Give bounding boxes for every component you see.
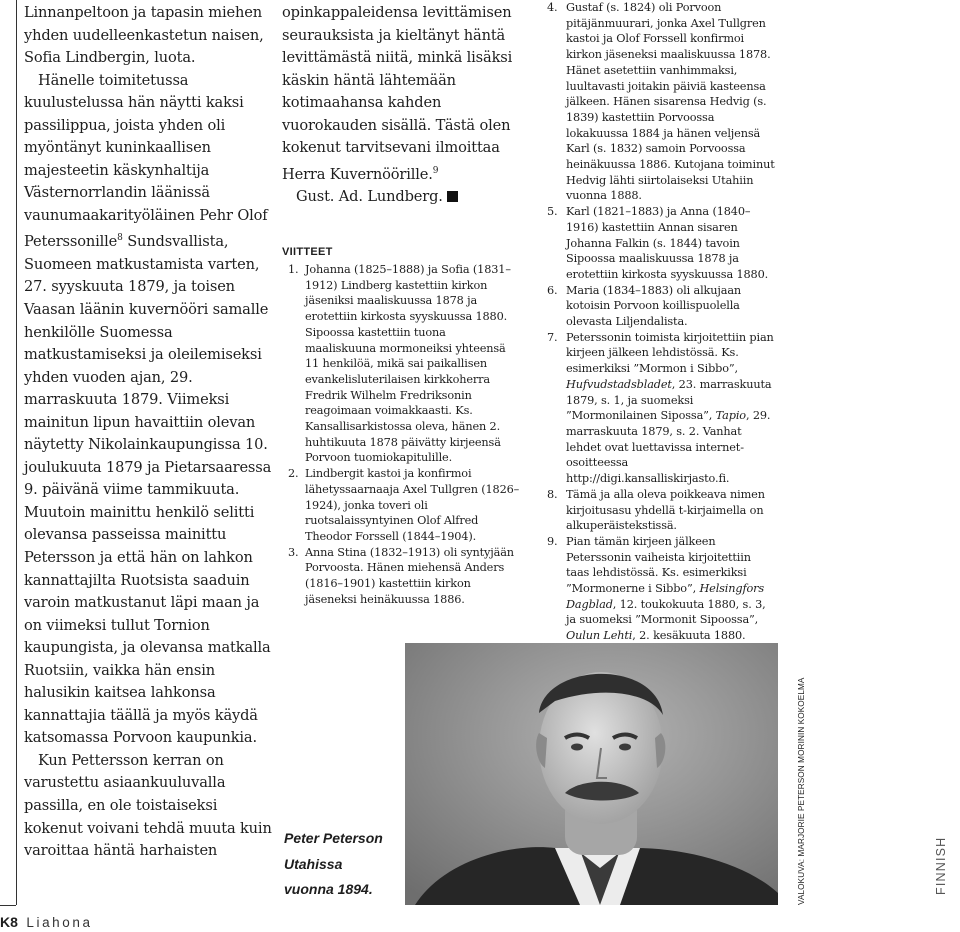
text: Sundsvallista, Suomeen matkustamista varten, 27. syyskuuta 1879, ja toisen Vaasan läänin kuvernööri samalle henkilölle Suomessa matkustamiseksi ja oleilemiseksi yhden vuoden ajan, 29. marraskuuta 1879. Viimeksi mainitun lipun havaittiin olevan näytetty Nikolainkaupungissa 10. joulukuuta 1879 ja Pietarsaaressa 9. päivänä viime tammikuuta. (24, 233, 272, 499)
footnote-text: Lindbergit kastoi ja konfirmoi lähetyssaarnaaja Axel Tullgren (1826–1924), jonka toveri oli ruotsalaissyntyinen Olof Alfred Theodor Forssell (1844–1904). (305, 467, 520, 543)
notes-column-b (543, 0, 775, 644)
footnote-number: 1. (288, 263, 299, 276)
text: Hänelle toimitetussa kuulustelussa hän näytti kaksi passilippua, joista yhden oli myöntänyt kuninkaallisen majesteetin käskynhaltija Västernorrlandin läänissä vaunumaakarityöläinen Pehr Olof Peterssonille (24, 71, 268, 251)
paragraph (282, 2, 526, 186)
footnote-number: 8. (547, 487, 558, 501)
left-margin-rule (16, 0, 17, 905)
notes-heading: VIITTEET (282, 246, 333, 258)
photo-caption (284, 826, 404, 903)
footnote-number: 7. (547, 330, 558, 344)
paragraph (24, 70, 274, 502)
paragraph: Linnanpeltoon ja tapasin miehen yhden uudelleenkastetun naisen, Sofia Lindbergin, luota. (24, 4, 264, 67)
footnote-text: Karl (1821–1883) ja Anna (1840–1916) kastettiin Annan sisaren Johanna Falkin (s. 1844) tavoin Sipoossa maaliskuussa 1878 ja erotettiin kirkosta syyskuussa 1880. (566, 205, 769, 281)
footnote-text: Gustaf (s. 1824) oli Porvoon pitäjänmuurari, jonka Axel Tullgren kastoi ja Olof Forssell konfirmoi kirkon jäseneksi maaliskuussa 1878. Hänet asetettiin vanhimmaksi, luultavasti joitakin päiviä kasteensa jälkeen. Hänen sisarensa Hedvig (s. 1839) kastettiin Porvoossa lokakuussa 1884 ja hänen veljensä Karl (s. 1832) samoin Porvoossa heinäkuussa 1886. Kutojana toiminut Hedvig lähti siirtolaiseksi Utahiin vuonna 1888. (566, 1, 775, 203)
footnote-item (543, 330, 775, 487)
paragraph: Kun Pettersson kerran on varustettu asiaankuuluvalla passilla, en ole toistaiseksi kokenut voivani tehdä muuta kuin varoittaa häntä harhaisten (24, 751, 272, 860)
footnote-ref: 9 (432, 165, 439, 176)
paragraph: Muutoin mainittu henkilö selitti olevansa passeissa mainittu Petersson ja että hän on lahkon kannattajilta Ruotsista saaduin varoin matkustanut läpi maan ja on viimeksi tullut Tornion kaupungista, ja olevansa matkalla Ruotsiin, vaikka hän ensin halusikin kaitsea lahkonsa kannattajia täällä ja myös käydä katsomassa Porvoon kaupunkia. (24, 503, 271, 747)
footnote-text: Maria (1834–1883) oli alkujaan kotoisin Porvoon koillispuolella olevasta Liljendalista. (566, 283, 742, 329)
footnote-text: , 23. marraskuuta 1879, s. 1, ja suomeksi ”Mormonilainen Sipossa”, (566, 377, 772, 423)
signature (282, 186, 526, 209)
caption-line: Utahissa (284, 855, 343, 872)
article-column-1 (24, 2, 274, 863)
footnote-text: , 12. toukokuuta 1880, s. 3, ja suomeksi ”Mormonit Sipoossa”, (566, 597, 766, 627)
footnote-item (543, 204, 775, 283)
footnote-number: 2. (288, 467, 299, 481)
footnote-item (543, 0, 775, 204)
section-label: FINNISH (934, 836, 948, 895)
signature-text: Gust. Ad. Lundberg. (296, 188, 443, 206)
footnote-text: Peterssonin toimista kirjoitettiin pian kirjeen jälkeen lehdistössä. Ks. esimerkiksi ”Mormon i Sibbo”, (566, 330, 774, 376)
magazine-name: Liahona (26, 915, 93, 930)
portrait-photo (405, 643, 778, 905)
footnote-text: , 2. kesäkuuta 1880. (632, 629, 746, 643)
publication-title: Hufvudstadsbladet (566, 377, 672, 391)
footnote-item (282, 545, 520, 608)
text: opinkappaleidensa levittämisen seurauksista ja kieltänyt häntä levittämästä niitä, minkä lisäksi käskin häntä lähtemään kotimaahansa kahden vuorokauden sisällä. Tästä olen kokenut tarvitsevani ilmoittaa Herra Kuvernöörille. (282, 4, 513, 183)
footnote-item (282, 466, 520, 545)
footnote-item (282, 262, 520, 466)
photo-credit: VALOKUVA: MARJORIE PETERSON MORININ KOKOELMA (797, 677, 806, 905)
footnote-number: 4. (547, 1, 558, 14)
publication-title: Tapio (715, 409, 746, 423)
footnote-number: 3. (288, 545, 299, 559)
footnote-text: Anna Stina (1832–1913) oli syntyjään Porvoosta. Hänen miehensä Anders (1816–1901) kastettiin kirkon jäseneksi heinäkuussa 1886. (305, 545, 514, 606)
footnote-number: 9. (547, 534, 558, 548)
footnote-item (543, 283, 775, 330)
footnote-number: 6. (547, 283, 558, 297)
footnote-item (543, 534, 775, 644)
page-footer (0, 914, 93, 932)
footnote-text: Johanna (1825–1888) ja Sofia (1831–1912) Lindberg kastettiin kirkon jäseniksi maaliskuussa 1878 ja erotettiin kirkosta syyskuussa 1880. Sipoossa kastettiin tuona maaliskuuna mormoneiksi yhteensä 11 henkilöä, mikä sai paikallisen evankelisluterilaisen kirkkoherra Fredrik Wilhelm Fredriksonin reagoimaan voimakkaasti. Ks. Kansallisarkistossa oleva, hänen 2. huhtikuuta 1878 päivätty kirjeensä Porvoon tuomiokapitulille. (305, 263, 511, 465)
publication-title: Oulun Lehti (566, 629, 633, 643)
portrait-image (405, 643, 778, 905)
footnote-text: Pian tämän kirjeen jälkeen Peterssonin vaiheista kirjoitettiin taas lehdistössä. Ks. esimerkiksi ”Mormonerne i Sibbo”, (566, 534, 751, 596)
notes-column-a (282, 262, 520, 607)
footnote-number: 5. (547, 205, 558, 219)
footnote-list (282, 262, 520, 607)
footnote-text: Tämä ja alla oleva poikkeava nimen kirjoitusasu yhdellä t-kirjaimella on alkuperäistekstissä. (566, 487, 765, 533)
footer-rule (0, 905, 16, 906)
article-column-2 (282, 2, 526, 209)
caption-line: Peter Peterson (284, 830, 383, 846)
footnote-text: , 29. marraskuuta 1879, s. 2. Vanhat lehdet ovat luettavissa internet-osoitteessa http://digi.kansalliskirjasto.fi. (566, 409, 771, 486)
publication-title: Helsingfors Dagblad (566, 582, 765, 611)
caption-line: vuonna 1894. (284, 881, 373, 897)
footnote-list (543, 0, 775, 644)
end-mark-icon (447, 191, 458, 202)
page-number: K8 (0, 914, 18, 930)
footnote-ref: 8 (117, 233, 123, 244)
footnote-item (543, 487, 775, 534)
